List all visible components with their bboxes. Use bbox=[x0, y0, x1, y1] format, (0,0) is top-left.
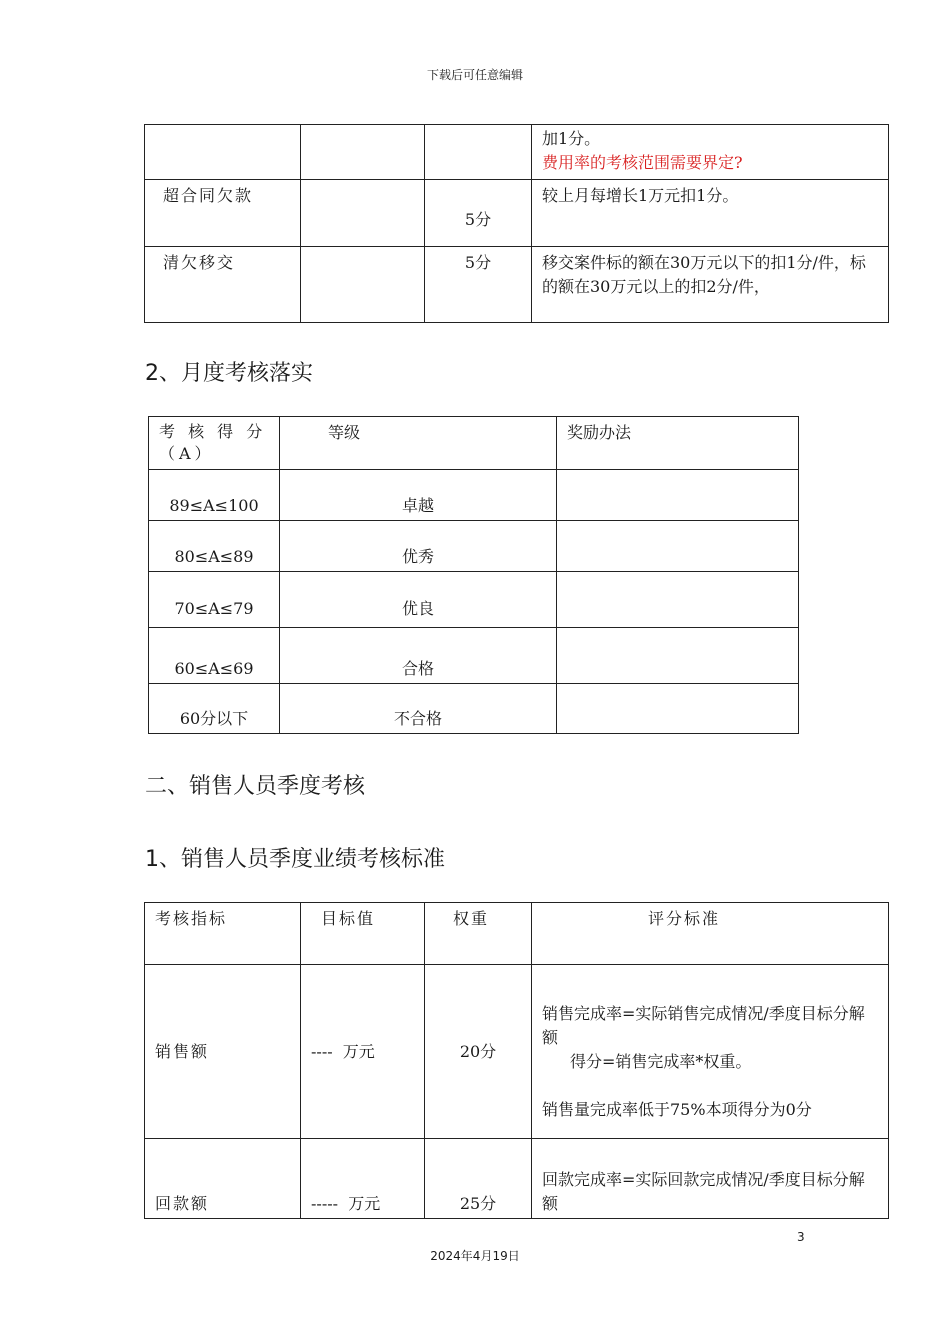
grade-table bbox=[148, 416, 799, 734]
page-number: 3 bbox=[797, 1230, 805, 1244]
table-cell bbox=[425, 125, 532, 180]
formula-text: 回款完成率=实际回款完成情况/季度目标分解额 bbox=[542, 1170, 865, 1213]
page-footer-date: 2024年4月19日 bbox=[430, 1249, 520, 1263]
grade: 优良 bbox=[280, 572, 557, 628]
target-value: ---- 万元 bbox=[301, 965, 425, 1139]
column-header: 考 核 得 分（A） bbox=[149, 417, 280, 470]
column-header: 考核指标 bbox=[145, 903, 301, 965]
page-header: 下载后可任意编辑 bbox=[426, 68, 523, 82]
table-header-row bbox=[145, 903, 889, 965]
scoring-standard bbox=[532, 965, 889, 1139]
table-cell bbox=[301, 125, 425, 180]
indicator-label: 超合同欠款 bbox=[145, 180, 301, 247]
table-cell bbox=[301, 180, 425, 247]
target-value: ----- 万元 bbox=[301, 1139, 425, 1219]
score-range: 70≤A≤79 bbox=[149, 572, 280, 628]
table-row bbox=[145, 1139, 889, 1219]
table-row bbox=[145, 180, 889, 247]
table-header-row bbox=[149, 417, 799, 470]
reward-cell bbox=[557, 628, 799, 684]
score-range: 60分以下 bbox=[149, 684, 280, 734]
section-heading: 1、销售人员季度业绩考核标准 bbox=[145, 847, 445, 872]
table-cell bbox=[145, 125, 301, 180]
table-cell bbox=[532, 125, 889, 180]
grade: 合格 bbox=[280, 628, 557, 684]
reward-cell bbox=[557, 521, 799, 572]
table-row bbox=[145, 965, 889, 1139]
table-row bbox=[149, 684, 799, 734]
table-row bbox=[149, 572, 799, 628]
table-row bbox=[145, 247, 889, 323]
criteria-text: 移交案件标的额在30万元以下的扣1分/件，标的额在30万元以上的扣2分/件， bbox=[532, 247, 889, 323]
reward-cell bbox=[557, 572, 799, 628]
indicator-label: 销售额 bbox=[145, 965, 301, 1139]
formula-text: 销售量完成率低于75%本项得分为0分 bbox=[542, 1099, 812, 1119]
formula-text: 得分=销售完成率*权重。 bbox=[570, 1051, 752, 1071]
table-cell bbox=[301, 247, 425, 323]
grade: 卓越 bbox=[280, 470, 557, 521]
indicator-label: 清欠移交 bbox=[145, 247, 301, 323]
reward-cell bbox=[557, 684, 799, 734]
column-header: 奖励办法 bbox=[557, 417, 799, 470]
score-range: 80≤A≤89 bbox=[149, 521, 280, 572]
formula-text: 销售完成率=实际销售完成情况/季度目标分解额 bbox=[542, 1003, 865, 1047]
weight-cell: 20分 bbox=[425, 965, 532, 1139]
grade: 优秀 bbox=[280, 521, 557, 572]
section-heading: 2、月度考核落实 bbox=[145, 361, 313, 386]
weight-cell: 5分 bbox=[425, 247, 532, 323]
table-row bbox=[149, 470, 799, 521]
weight-cell: 25分 bbox=[425, 1139, 532, 1219]
score-range: 60≤A≤69 bbox=[149, 628, 280, 684]
column-header: 目标值 bbox=[301, 903, 425, 965]
criteria-text: 较上月每增长1万元扣1分。 bbox=[532, 180, 889, 247]
scoring-standard bbox=[532, 1139, 889, 1219]
table-row bbox=[145, 125, 889, 180]
score-range: 89≤A≤100 bbox=[149, 470, 280, 521]
column-header: 权重 bbox=[425, 903, 532, 965]
quarterly-standard-table bbox=[144, 902, 889, 1219]
review-note: 费用率的考核范围需要界定? bbox=[542, 153, 743, 172]
grade: 不合格 bbox=[280, 684, 557, 734]
table-row bbox=[149, 628, 799, 684]
assessment-table-continued bbox=[144, 124, 889, 323]
section-heading: 二、销售人员季度考核 bbox=[145, 774, 366, 799]
criteria-text: 加1分。 bbox=[542, 129, 601, 148]
indicator-label: 回款额 bbox=[145, 1139, 301, 1219]
reward-cell bbox=[557, 470, 799, 521]
column-header: 评分标准 bbox=[532, 903, 889, 965]
weight-cell: 5分 bbox=[425, 180, 532, 247]
table-row bbox=[149, 521, 799, 572]
column-header: 等级 bbox=[280, 417, 557, 470]
